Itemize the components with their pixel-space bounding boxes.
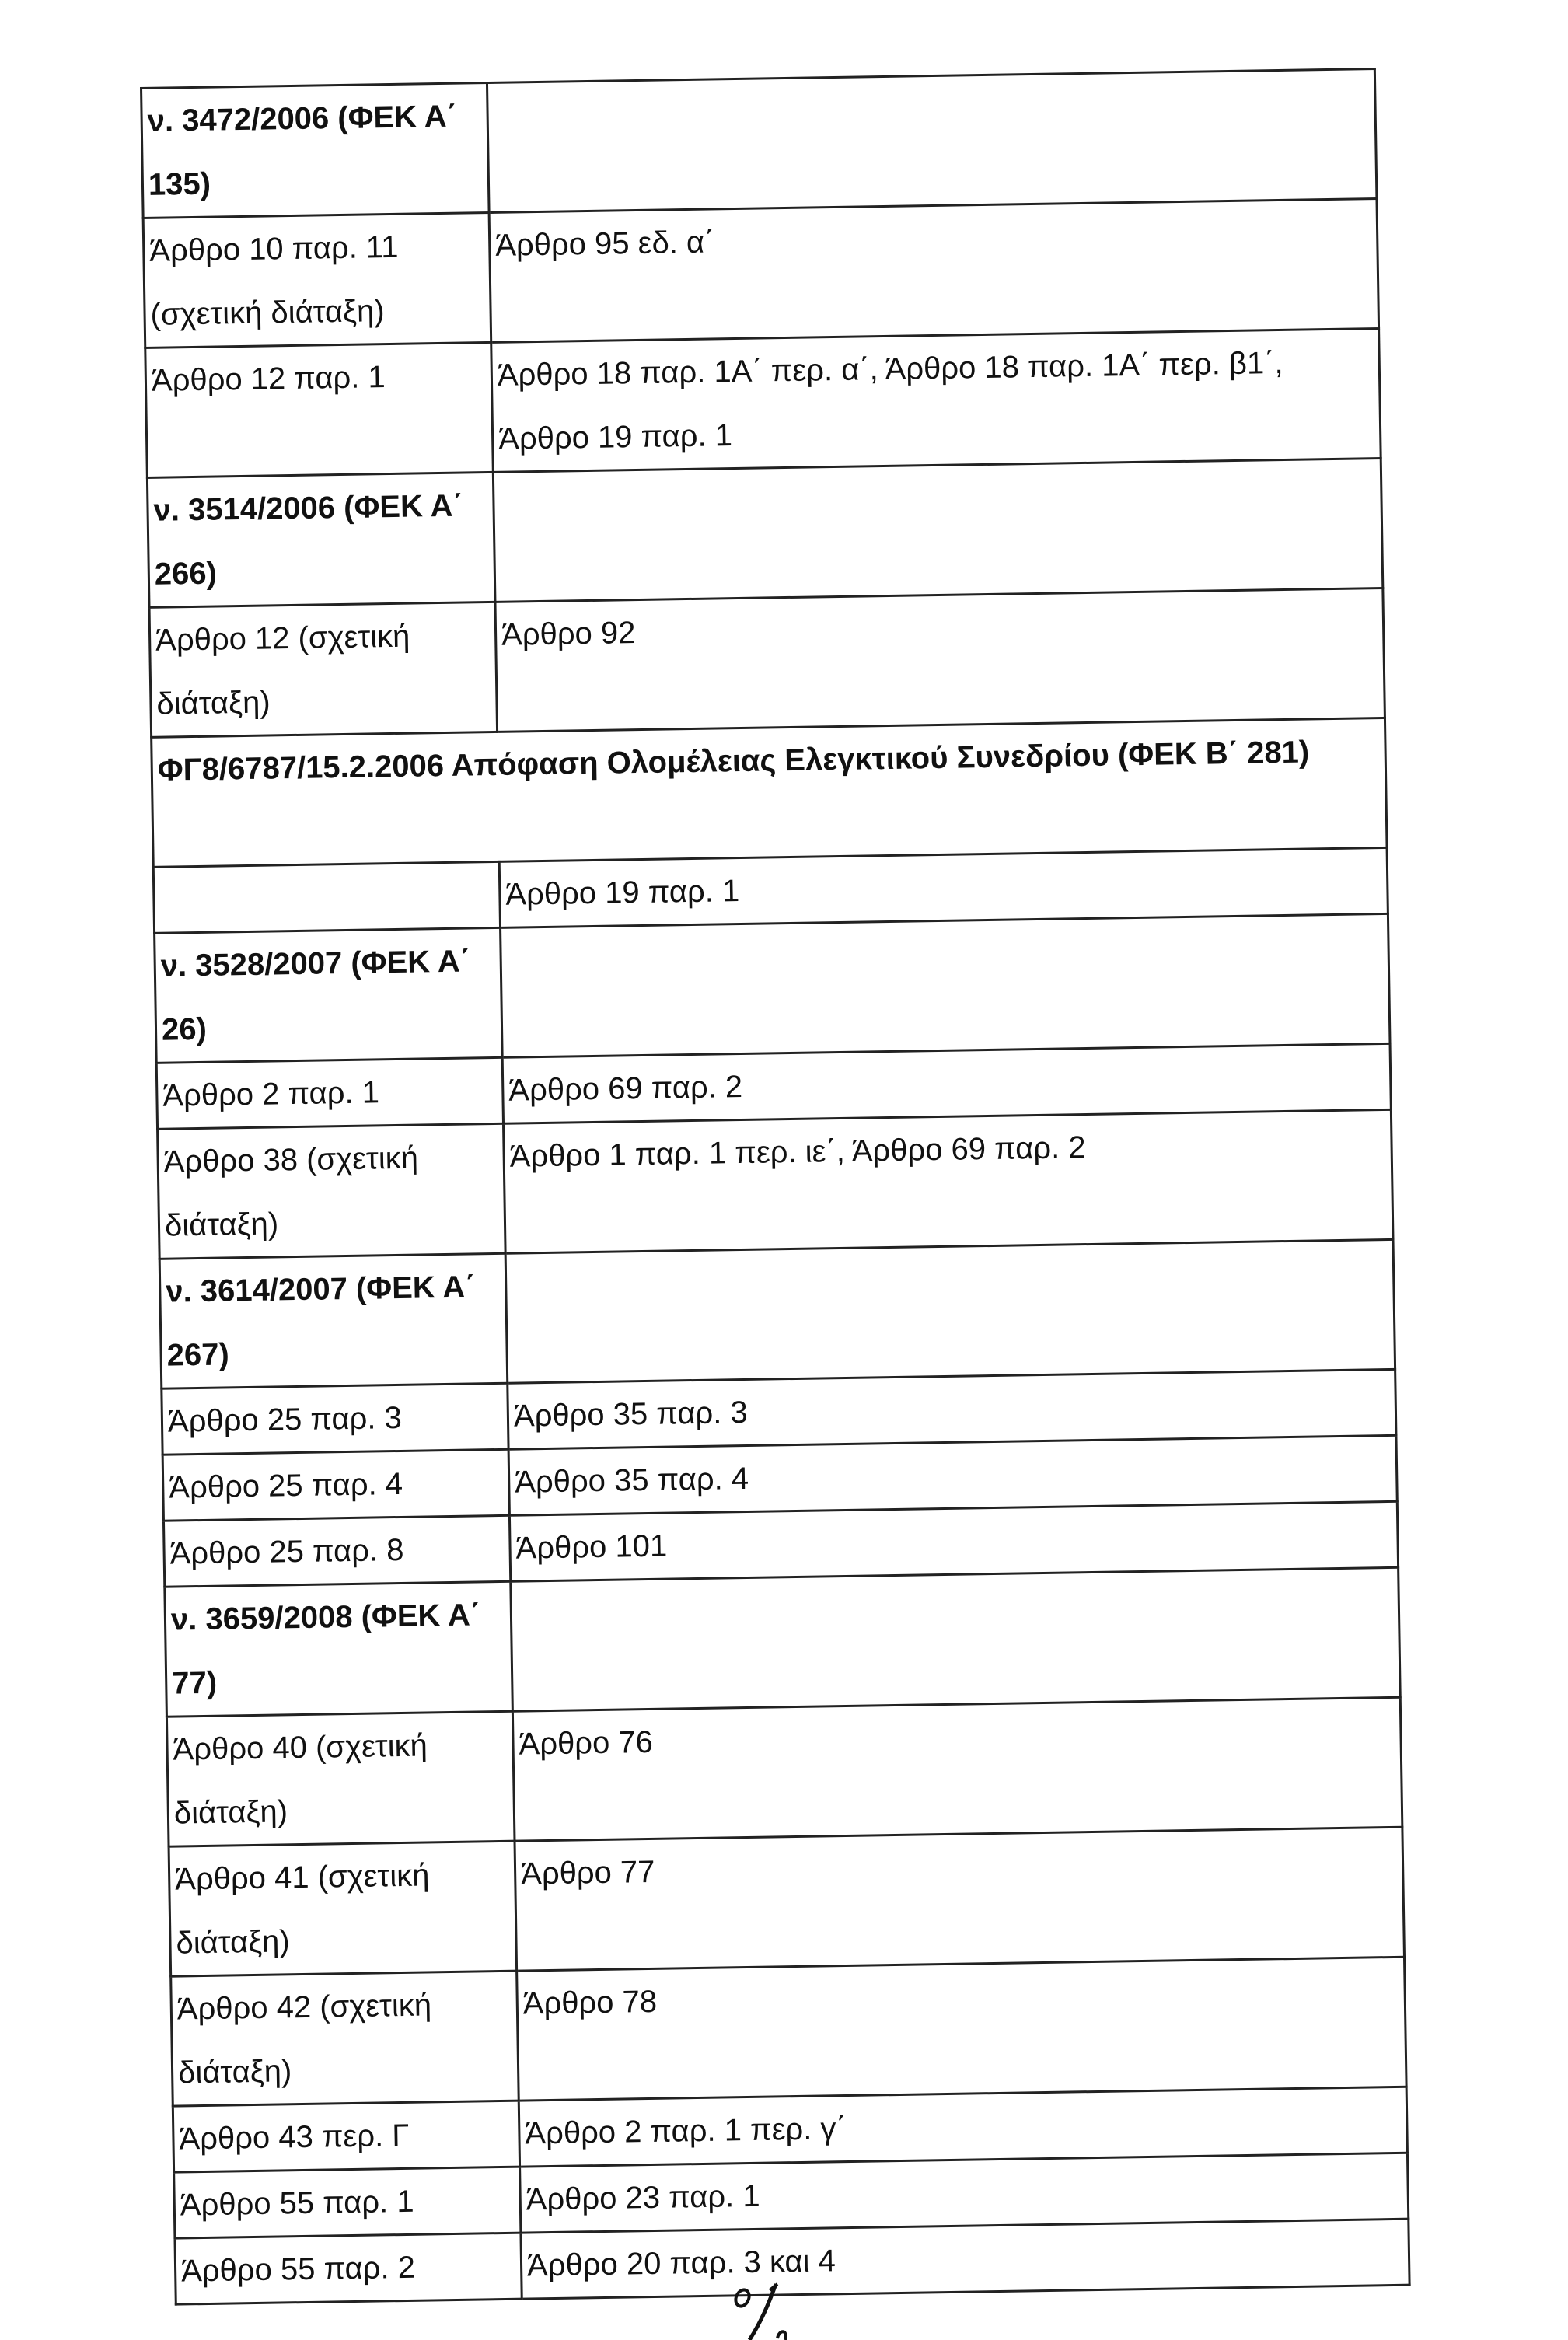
table-body [141, 69, 1410, 2305]
section-header-row [155, 913, 1390, 1063]
section-title: ΦΓ8/6787/15.2.2006 Απόφαση Ολομέλειας Ελεγκτικού Συνεδρίου (ΦΕΚ Β΄ 281) [152, 718, 1387, 867]
new-provision: Άρθρο 20 παρ. 3 και 4 [521, 2219, 1409, 2299]
old-provision: Άρθρο 41 (σχετική διάταξη) [169, 1841, 517, 1976]
correspondence-table [140, 68, 1411, 2306]
table-row [169, 1827, 1404, 1976]
section-header-row [141, 69, 1377, 218]
section-header-row [165, 1567, 1400, 1717]
new-provision [505, 1239, 1395, 1383]
law-title: ν. 3614/2007 (ΦΕΚ Α΄ 267) [159, 1253, 508, 1388]
new-provision: Άρθρο 35 παρ. 3 [508, 1369, 1396, 1449]
old-provision: Άρθρο 40 (σχετική διάταξη) [166, 1711, 515, 1846]
new-provision: Άρθρο 19 παρ. 1 [499, 847, 1388, 927]
table-row [171, 1957, 1406, 2106]
old-provision [153, 861, 500, 933]
new-provision: Άρθρο 101 [509, 1501, 1398, 1581]
new-provision: Άρθρο 18 παρ. 1Α΄ περ. α΄, Άρθρο 18 παρ. 1Α΄ περ. β1΄, Άρθρο 19 παρ. 1 [491, 329, 1381, 473]
table-row [145, 329, 1381, 478]
new-provision: Άρθρο 35 παρ. 4 [508, 1435, 1397, 1515]
section-header-row [159, 1239, 1395, 1388]
new-provision: Άρθρο 2 παρ. 1 περ. γ΄ [519, 2087, 1407, 2167]
new-provision: Άρθρο 76 [512, 1697, 1402, 1841]
table-row [166, 1697, 1402, 1846]
table-row [149, 588, 1385, 737]
old-provision: Άρθρο 42 (σχετική διάταξη) [171, 1971, 519, 2106]
handwritten-initials [723, 2278, 832, 2340]
new-provision: Άρθρο 23 παρ. 1 [520, 2153, 1409, 2233]
old-provision: Άρθρο 43 περ. Γ [173, 2101, 519, 2172]
old-provision: Άρθρο 12 παρ. 1 [145, 342, 494, 477]
section-header-row-span [152, 718, 1387, 867]
new-provision [501, 913, 1390, 1057]
new-provision: Άρθρο 78 [517, 1957, 1406, 2101]
old-provision: Άρθρο 10 παρ. 11 (σχετική διάταξη) [143, 212, 491, 348]
law-title: ν. 3528/2007 (ΦΕΚ Α΄ 26) [155, 927, 503, 1063]
new-provision: Άρθρο 69 παρ. 2 [502, 1043, 1391, 1123]
new-provision [493, 458, 1382, 602]
new-provision: Άρθρο 77 [515, 1827, 1404, 1971]
old-provision: Άρθρο 25 παρ. 3 [162, 1383, 508, 1455]
old-provision: Άρθρο 12 (σχετική διάταξη) [149, 602, 498, 737]
new-provision: Άρθρο 95 εδ. α΄ [489, 199, 1378, 343]
old-provision: Άρθρο 55 παρ. 2 [175, 2233, 522, 2304]
old-provision: Άρθρο 38 (σχετική διάταξη) [158, 1123, 506, 1259]
old-provision: Άρθρο 25 παρ. 4 [162, 1449, 509, 1521]
law-title: ν. 3514/2006 (ΦΕΚ Α΄ 266) [147, 472, 495, 607]
new-provision: Άρθρο 1 παρ. 1 περ. ιε΄, Άρθρο 69 παρ. 2 [504, 1109, 1393, 1253]
old-provision: Άρθρο 55 παρ. 1 [174, 2167, 521, 2238]
new-provision [487, 69, 1376, 213]
document-sheet [140, 68, 1411, 2306]
law-title: ν. 3472/2006 (ΦΕΚ Α΄ 135) [141, 82, 490, 218]
law-title: ν. 3659/2008 (ΦΕΚ Α΄ 77) [165, 1581, 513, 1717]
old-provision: Άρθρο 25 παρ. 8 [163, 1515, 510, 1587]
section-header-row [147, 458, 1382, 607]
table-row [143, 199, 1378, 348]
table-row [158, 1109, 1393, 1259]
new-provision [511, 1567, 1400, 1711]
new-provision: Άρθρο 92 [495, 588, 1385, 732]
old-provision: Άρθρο 2 παρ. 1 [156, 1057, 503, 1129]
